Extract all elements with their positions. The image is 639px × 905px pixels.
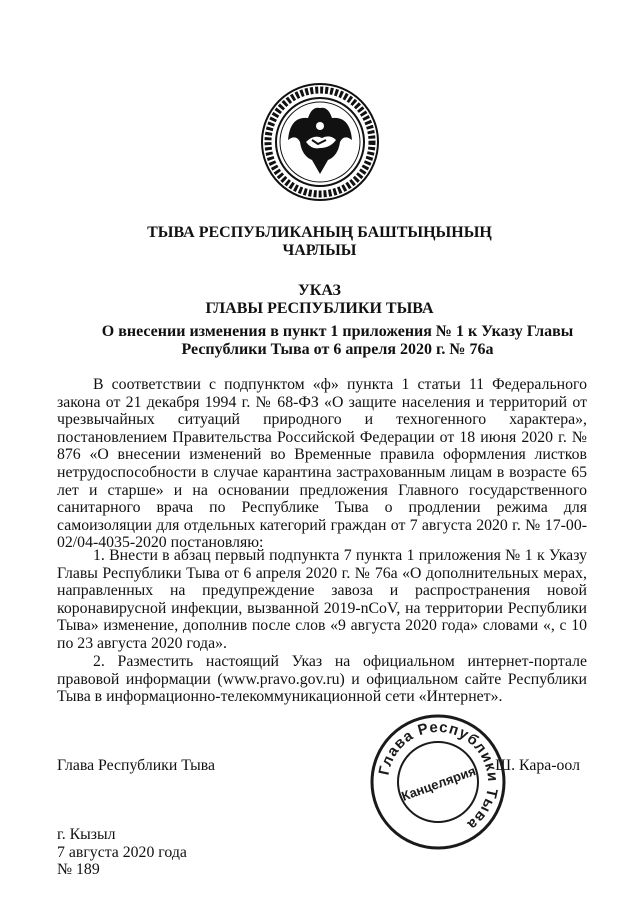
document-subject: О внесении изменения в пункт 1 приложения № 1 к Указу Главы Республики Тыва от 6 апреля 2020 г. № 76а <box>101 323 574 358</box>
item-2-text: 2. Разместить настоящий Указ на официальном интернет-портале правовой информации (www.pravo.gov.ru) и официальном сайте Республики Тыва в информационно-телекоммуникационной сети «Интернет». <box>57 653 587 706</box>
signatory-position: Глава Республики Тыва <box>57 757 215 774</box>
header-line-2: ЧАРЛЫЫ <box>282 242 357 259</box>
header-line-3: УКАЗ <box>298 282 341 299</box>
stamp-ring-text: Глава Республики Тыва <box>375 718 502 834</box>
issue-city: г. Кызыл <box>57 826 116 843</box>
preamble-paragraph <box>57 376 587 552</box>
official-stamp <box>368 712 508 852</box>
issue-date: 7 августа 2020 года <box>57 843 187 861</box>
stamp-center-text: Канцелярия <box>399 763 478 804</box>
item-2-paragraph <box>57 653 587 706</box>
coat-of-arms-emblem <box>260 82 380 202</box>
document-header-tuvan <box>0 224 639 260</box>
preamble-text: В соответствии с подпунктом «ф» пункта 1 статьи 11 Федерального закона от 21 декабря 1994 г. № 68-ФЗ «О защите населения и территорий от чрезвычайных ситуаций природного и техногенного характера», постановлением Правительства Российской Федерации от 18 июня 2020 г. № 876 «О внесении изменений во Временные правила оформления листков нетрудоспособности в случае карантина застрахованным лицам в возрасте 65 лет и старше» и на основании предложения Главного государственного санитарного врача по Республике Тыва о продлении режима для самоизоляции для отдельных категорий граждан от 7 августа 2020 г. № 17-00-02/04-4035-2020 постановляю: <box>57 376 587 552</box>
document-footer <box>57 826 187 879</box>
item-1-paragraph <box>57 547 587 653</box>
item-1-text: 1. Внести в абзац первый подпункта 7 пункта 1 приложения № 1 к Указу Главы Республики Тыва от 6 апреля 2020 г. № 76а «О дополнительных мерах, направленных на предупреждение завоза и распространения новой коронавирусной инфекции, вызванной 2019-nCoV, на территории Республики Тыва» изменение, дополнив после слов «9 августа 2020 года» словами «, с 10 по 23 августа 2020 года». <box>57 547 587 652</box>
document-number: № 189 <box>57 861 100 879</box>
signatory-name: Ш. Кара-оол <box>495 757 580 774</box>
header-line-1: ТЫВА РЕСПУБЛИКАНЫҢ БАШТЫҢЫНЫҢ <box>147 224 492 241</box>
document-header-russian <box>0 282 639 318</box>
header-line-4: ГЛАВЫ РЕСПУБЛИКИ ТЫВА <box>205 300 434 317</box>
